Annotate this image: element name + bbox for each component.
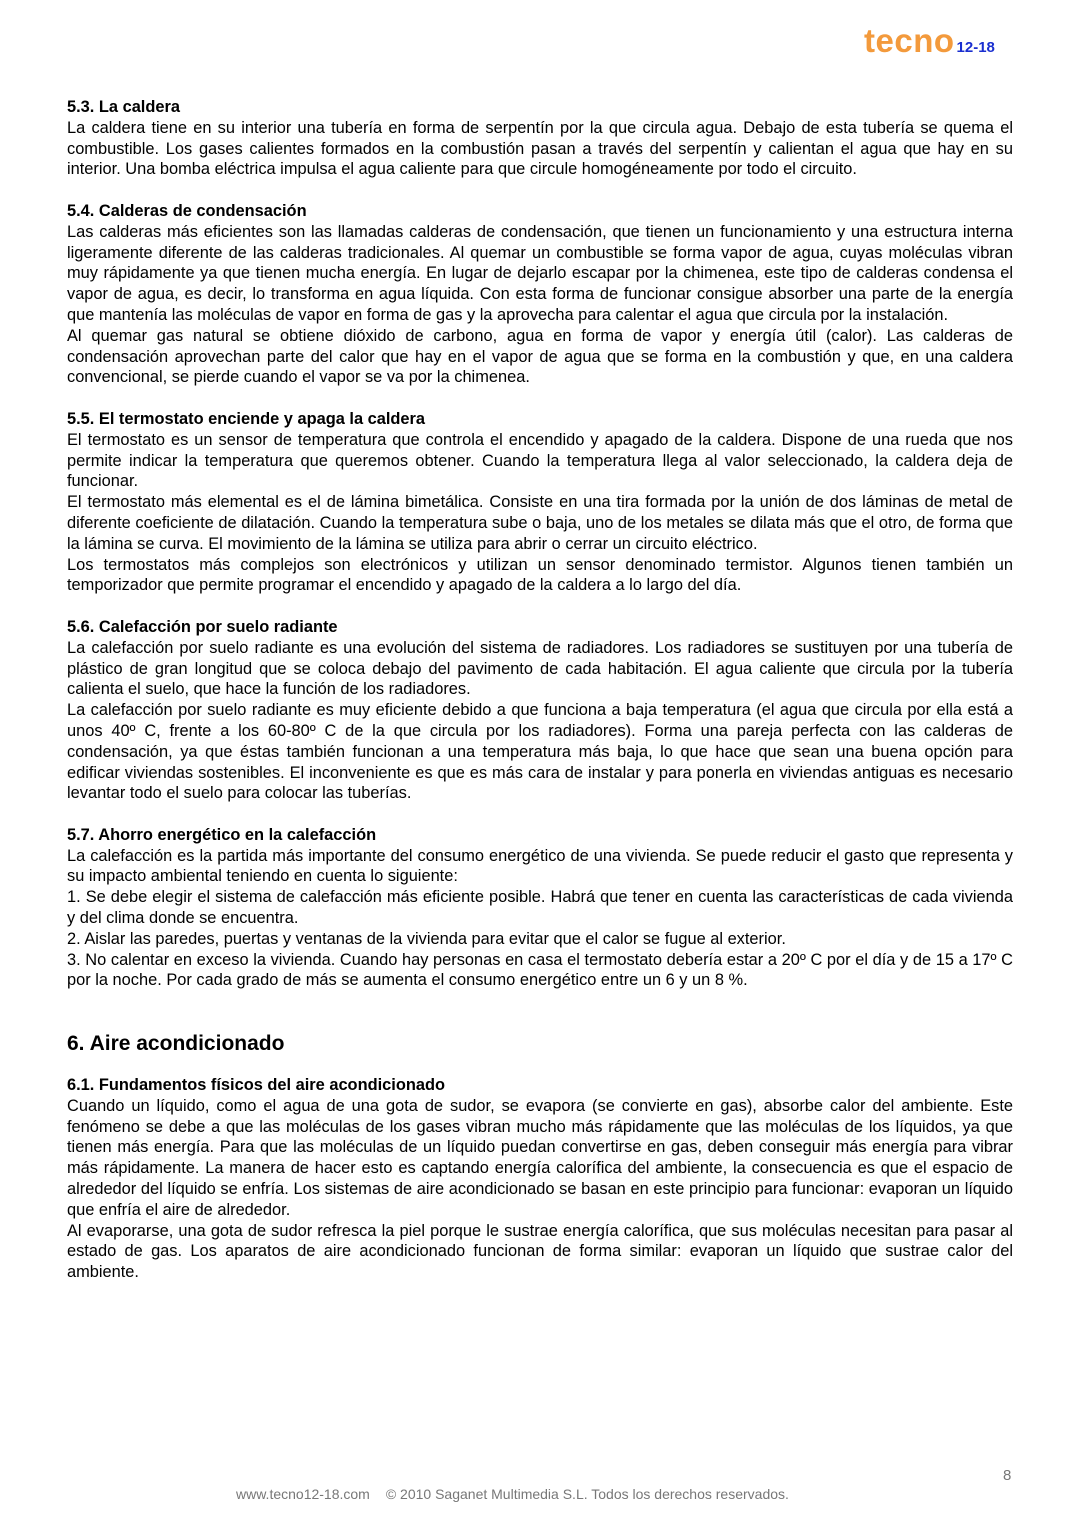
list-item: 2. Aislar las paredes, puertas y ventanas de la vivienda para evitar que el calor se fugue al exterior. bbox=[67, 929, 786, 948]
tecno-logo bbox=[864, 22, 995, 60]
section-heading: 5.3. La caldera bbox=[67, 98, 180, 116]
section-5-4 bbox=[67, 201, 1013, 388]
footer-url: www.tecno12-18.com bbox=[236, 1486, 370, 1502]
section-heading: 5.5. El termostato enciende y apaga la caldera bbox=[67, 409, 426, 428]
paragraph: El termostato más elemental es el de lámina bimetálica. Consiste en una tira formada por la unión de dos láminas de metal de diferente coeficiente de dilatación. Cuando la temperatura sube o baja, uno de los metales se dilata más que el otro, de forma que la lámina se curva. El movimiento de la lámina se utiliza para abrir o cerrar un circuito eléctrico. bbox=[67, 493, 1013, 553]
section-6-1 bbox=[67, 1075, 1013, 1283]
section-5-3 bbox=[67, 97, 1013, 180]
section-heading: 6.1. Fundamentos físicos del aire acondicionado bbox=[67, 1076, 445, 1095]
footer bbox=[236, 1486, 789, 1502]
paragraph: Al quemar gas natural se obtiene dióxido de carbono, agua en forma de vapor y energía útil (calor). Las calderas de condensación aprovechan parte del calor que hay en el vapor de agua que se forma en la combustión y que, en una caldera convencional, se pierde cuando el vapor se va por la chimenea. bbox=[67, 326, 1013, 387]
paragraph: Los termostatos más complejos son electrónicos y utilizan un sensor denominado termistor. Algunos tienen también un temporizador que permite programar el encendido y apagado de la caldera a lo largo del día. bbox=[67, 555, 1013, 595]
section-5-6 bbox=[67, 617, 1013, 804]
logo-main: tecno bbox=[864, 22, 955, 59]
paragraph: La calefacción es la partida más importante del consumo energético de una vivienda. Se puede reducir el gasto que representa y su impacto ambiental teniendo en cuenta lo siguiente: bbox=[67, 846, 1013, 886]
section-heading: 5.4. Calderas de condensación bbox=[67, 201, 307, 220]
paragraph: Las calderas más eficientes son las llamadas calderas de condensación, que tienen un funcionamiento y una estructura interna ligeramente diferente de las calderas tradicionales. Al quemar un combustible se forma vapor de agua, cuyas moléculas vibran muy rápidamente ya que tienen mucha energía. En lugar de dejarlo escapar por la chimenea, este tipo de calderas condensa el vapor de agua, es decir, lo transforma en agua líquida. Con esta forma de funcionar consigue absorber una parte de la energía que mantenía las moléculas de vapor en forma de gas y la aprovecha para calentar el agua que circula por la instalación. bbox=[67, 222, 1013, 324]
paragraph: Cuando un líquido, como el agua de una gota de sudor, se evapora (se convierte en gas), absorbe calor del ambiente. Este fenómeno se debe a que las moléculas de los gases vibran mucho más rápidamente que las moléculas de los líquidos, ya que tienen más energía. Para que las moléculas de un líquido puedan convertirse en gas, deben conseguir más energía para vibrar más rápidamente. La manera de hacer esto es captando energía calorífica del ambiente, la consecuencia es que el espacio de alrededor del líquido se enfría. Los sistemas de aire acondicionado se basan en este principio para funcionar: evaporan un líquido que enfría el aire de alrededor. bbox=[67, 1096, 1013, 1219]
list-item: 3. No calentar en exceso la vivienda. Cuando hay personas en casa el termostato debería estar a 20º C por el día y de 15 a 17º C por la noche. Por cada grado de más se aumenta el consumo energético entre un 6 y un 8 %. bbox=[67, 950, 1013, 990]
document-body bbox=[67, 97, 1013, 1304]
logo-suffix: 12-18 bbox=[956, 39, 995, 56]
paragraph: La caldera tiene en su interior una tubería en forma de serpentín por la que circula agua. Debajo de esta tubería se quema el combustible. Los gases calientes formados en la combustión pasan a través del serpentín y calientan el agua que hay en su interior. Una bomba eléctrica impulsa el agua caliente para que circule homogéneamente por todo el circuito. bbox=[67, 118, 1013, 179]
paragraph: El termostato es un sensor de temperatura que controla el encendido y apagado de la caldera. Dispone de una rueda que nos permite indicar la temperatura que queremos obtener. Cuando la temperatura llega al valor seleccionado, la caldera deja de funcionar. bbox=[67, 430, 1013, 491]
paragraph: La calefacción por suelo radiante es una evolución del sistema de radiadores. Los radiadores se sustituyen por una tubería de plástico de gran longitud que se coloca debajo del pavimento de cada habitación. El agua caliente que circula por la tubería calienta el suelo, que hace la función de los radiadores. bbox=[67, 638, 1013, 699]
section-5-7 bbox=[67, 825, 1013, 991]
list-item: 1. Se debe elegir el sistema de calefacción más eficiente posible. Habrá que tener en cuenta las características de cada vivienda y del clima donde se encuentra. bbox=[67, 888, 1013, 928]
section-heading: 5.6. Calefacción por suelo radiante bbox=[67, 617, 338, 636]
footer-copyright: © 2010 Saganet Multimedia S.L. Todos los derechos reservados. bbox=[385, 1486, 789, 1502]
section-heading: 5.7. Ahorro energético en la calefacción bbox=[67, 825, 377, 844]
paragraph: Al evaporarse, una gota de sudor refresca la piel porque le sustrae energía calorífica, que sus moléculas necesitan para pasar al estado de gas. Los aparatos de aire acondicionado funcionan de forma similar: evaporan un líquido que sustrae calor del ambiente. bbox=[67, 1221, 1013, 1282]
section-5-5 bbox=[67, 409, 1013, 596]
page-number: 8 bbox=[1003, 1467, 1012, 1484]
chapter-heading: 6. Aire acondicionado bbox=[67, 1032, 285, 1056]
paragraph: La calefacción por suelo radiante es muy eficiente debido a que funciona a baja temperatura (el agua que circula por ella está a unos 40º C, frente a los 60-80º C de la que circula por los radiadores). Forma una pareja perfecta con las calderas de condensación, ya que éstas también funcionan a una temperatura más baja, lo que hace que sean una buena opción para edificar viviendas sostenibles. El inconveniente es que es más cara de instalar y para ponerla en viviendas antiguas es necesario levantar todo el suelo para colocar las tuberías. bbox=[67, 701, 1013, 803]
